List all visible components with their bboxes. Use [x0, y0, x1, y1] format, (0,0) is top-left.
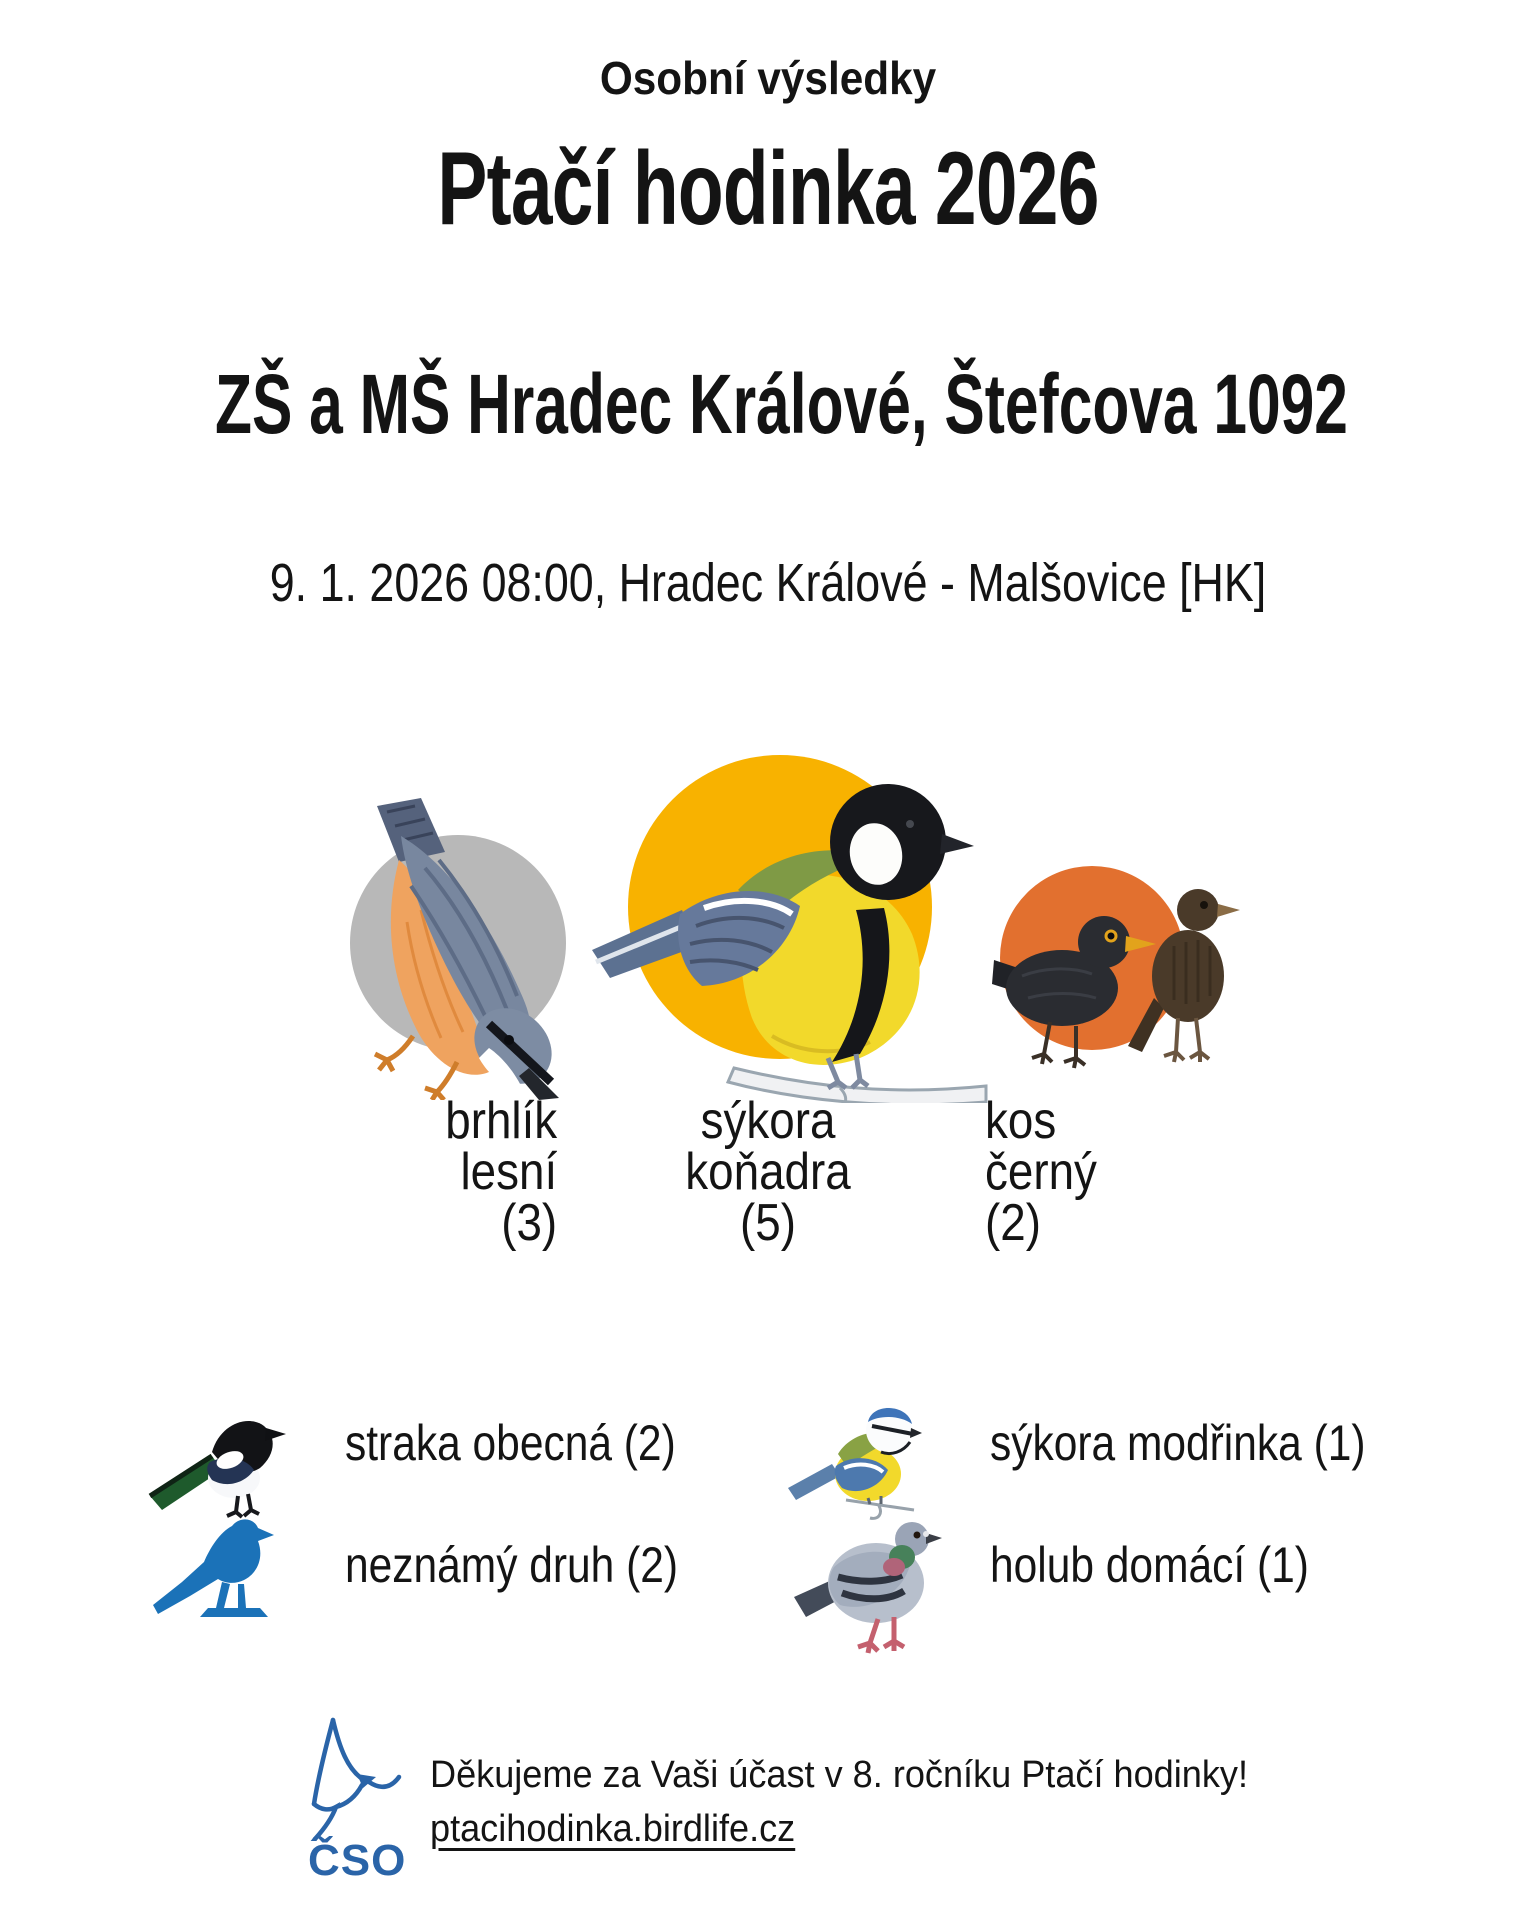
- blue-tit-icon: [786, 1390, 928, 1522]
- top-species-label-1: [445, 1092, 557, 1252]
- blackbird-female-icon: [1128, 889, 1240, 1062]
- species-name-line: sýkora: [700, 1092, 836, 1150]
- species-name-line: lesní: [460, 1143, 557, 1201]
- species-name-line: černý: [985, 1143, 1097, 1201]
- page-eyebrow: Osobní výsledky: [599, 52, 937, 104]
- species-count: (5): [740, 1194, 796, 1252]
- event-datetime-location: 9. 1. 2026 08:00, Hradec Králové - Malšovice [HK]: [269, 553, 1267, 613]
- footer-link[interactable]: ptacihodinka.birdlife.cz: [430, 1808, 796, 1850]
- magpie-icon: [148, 1398, 298, 1523]
- unknown-bird-icon: [150, 1518, 292, 1620]
- cso-logo-label: ČSO: [308, 1836, 407, 1885]
- species-name-line: brhlík: [445, 1092, 557, 1150]
- other-species-label: holub domácí (1): [990, 1537, 1309, 1593]
- other-species-label: sýkora modřinka (1): [990, 1415, 1366, 1471]
- school-name: ZŠ a MŠ Hradec Králové, Štefcova 1092: [215, 357, 1348, 451]
- page-title: Ptačí hodinka 2026: [437, 131, 1099, 247]
- footer-thanks-text: Děkujeme za Vaši účast v 8. ročníku Ptačí hodinky!: [430, 1754, 1248, 1796]
- species-count: (2): [985, 1194, 1041, 1252]
- cso-logo-bird-icon: [283, 1716, 408, 1841]
- top-species-label-2: [636, 1092, 900, 1252]
- great-tit-icon: [588, 758, 988, 1103]
- species-name-line: kos: [985, 1092, 1057, 1150]
- top-species-label-3: [985, 1092, 1097, 1252]
- other-species-label: straka obecná (2): [345, 1415, 676, 1471]
- blackbird-icon: [992, 880, 1252, 1080]
- species-name-line: koňadra: [685, 1143, 851, 1201]
- species-count: (3): [501, 1194, 557, 1252]
- other-species-label: neznámý druh (2): [345, 1537, 679, 1593]
- nuthatch-icon: [343, 798, 585, 1100]
- pigeon-icon: [790, 1505, 950, 1663]
